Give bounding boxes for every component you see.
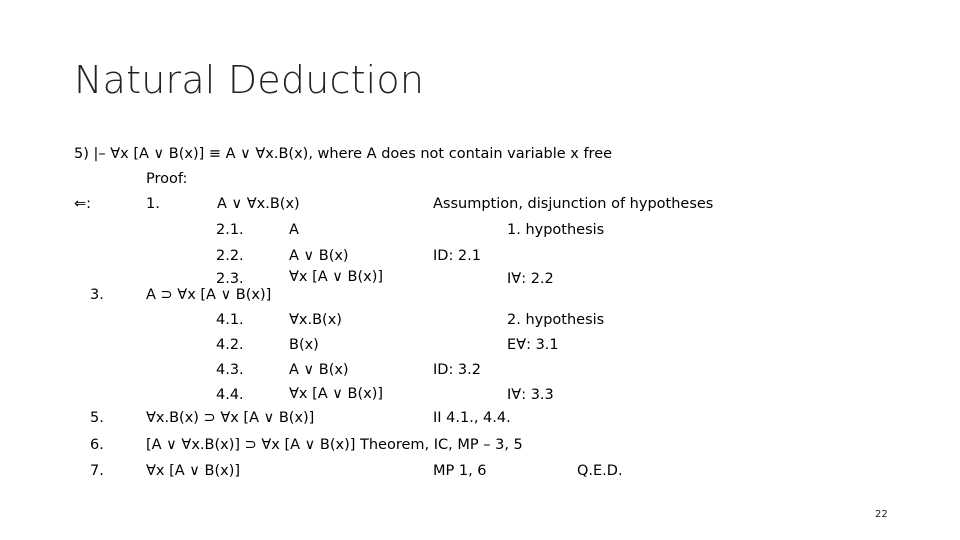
step-number: 5.	[90, 410, 104, 426]
slide-title: Natural Deduction	[74, 58, 425, 102]
step-formula: B(x)	[289, 337, 319, 353]
step-formula: [A ∨ ∀x.B(x)] ⊃ ∀x [A ∨ B(x)] Theorem, IC, MP – 3, 5	[146, 437, 523, 453]
step-number: 7.	[90, 463, 104, 479]
step-formula: A ∨ ∀x.B(x)	[217, 196, 300, 212]
proof-label: Proof:	[146, 171, 188, 187]
step-number: 2.1.	[216, 222, 244, 238]
step-formula: ∀x [A ∨ B(x)]	[146, 463, 241, 479]
step-reason: 2. hypothesis	[507, 312, 605, 328]
step-number: 2.2.	[216, 248, 244, 264]
step-number: 4.4.	[216, 387, 244, 403]
step-reason: I∀: 2.2	[507, 271, 554, 287]
step-formula: A ∨ B(x)	[289, 362, 349, 378]
direction-marker: ⇐:	[74, 196, 92, 212]
step-reason: ID: 2.1	[433, 248, 481, 264]
step-formula: A	[289, 222, 299, 238]
step-reason: 1. hypothesis	[507, 222, 605, 238]
step-number: 4.1.	[216, 312, 244, 328]
step-formula: A ⊃ ∀x [A ∨ B(x)]	[146, 287, 272, 303]
step-reason: E∀: 3.1	[507, 337, 559, 353]
qed-mark: Q.E.D.	[577, 463, 623, 479]
step-reason: I∀: 3.3	[507, 387, 554, 403]
step-formula: ∀x [A ∨ B(x)]	[289, 269, 384, 285]
step-reason: MP 1, 6	[433, 463, 487, 479]
step-number: 4.3.	[216, 362, 244, 378]
step-formula: ∀x.B(x)	[289, 312, 342, 328]
step-reason: Assumption, disjunction of hypotheses	[433, 196, 714, 212]
page-number: 22	[875, 509, 888, 520]
step-formula: ∀x.B(x) ⊃ ∀x [A ∨ B(x)]	[146, 410, 315, 426]
step-formula: A ∨ B(x)	[289, 248, 349, 264]
theorem-statement: 5) |– ∀x [A ∨ B(x)] ≡ A ∨ ∀x.B(x), where A does not contain variable x free	[74, 146, 613, 162]
step-number: 1.	[146, 196, 160, 212]
step-number: 6.	[90, 437, 104, 453]
step-number: 2.3.	[216, 271, 244, 287]
step-reason: II 4.1., 4.4.	[433, 410, 511, 426]
step-reason: ID: 3.2	[433, 362, 481, 378]
step-number: 4.2.	[216, 337, 244, 353]
step-formula: ∀x [A ∨ B(x)]	[289, 386, 384, 402]
step-number: 3.	[90, 287, 104, 303]
